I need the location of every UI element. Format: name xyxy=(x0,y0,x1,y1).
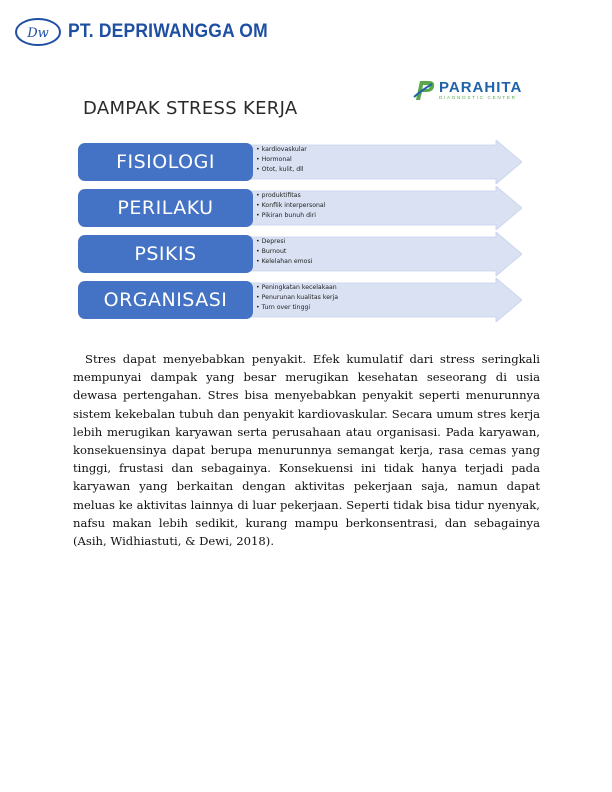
effect-item: • Turn over tinggi xyxy=(256,303,486,313)
effect-item: • Burnout xyxy=(256,247,486,257)
effect-item: • Penurunan kualitas kerja xyxy=(256,293,486,303)
body-paragraph xyxy=(73,350,540,550)
effect-item: • Hormonal xyxy=(256,155,486,165)
effect-item: • Otot, kulit, dll xyxy=(256,165,486,175)
company-name: PT. DEPRIWANGGA OM xyxy=(68,21,268,42)
effect-item: • Peningkatan kecelakaan xyxy=(256,283,486,293)
effect-item: • kardiovaskular xyxy=(256,145,486,155)
effect-item: • Konflik interpersonal xyxy=(256,201,486,211)
impact-row-fisiologi xyxy=(78,140,523,184)
category-label: FISIOLOGI xyxy=(78,143,253,181)
effect-list xyxy=(256,237,486,267)
category-label: PERILAKU xyxy=(78,189,253,227)
effect-list xyxy=(256,191,486,221)
effect-item: • produktifitas xyxy=(256,191,486,201)
effect-item: • Depresi xyxy=(256,237,486,247)
company-logo-text: Dw xyxy=(27,26,49,41)
category-label: ORGANISASI xyxy=(78,281,253,319)
impact-row-perilaku xyxy=(78,186,523,230)
company-logo-icon xyxy=(14,17,62,47)
parahita-name: PARAHITA xyxy=(439,78,523,96)
parahita-mark-icon xyxy=(412,78,436,102)
effect-item: • Pikiran bunuh diri xyxy=(256,211,486,221)
effect-list xyxy=(256,145,486,175)
effect-item: • Kelelahan emosi xyxy=(256,257,486,267)
category-label: PSIKIS xyxy=(78,235,253,273)
parahita-tagline: DIAGNOSTIC CENTER xyxy=(439,94,517,100)
slide-title: DAMPAK STRESS KERJA xyxy=(83,98,298,119)
impact-row-psikis xyxy=(78,232,523,276)
body-text: Stres dapat menyebabkan penyakit. Efek kumulatif dari stress seringkali mempunyai dampak yang besar merugikan kesehatan seseorang di usia dewasa pertengahan. Stres bisa menyebabkan penyakit seperti menurunnya sistem kekebalan tubuh dan penyakit kardiovaskular. Secara umum stres kerja lebih merugikan karyawan serta perusahaan atau organisasi. Pada karyawan, konsekuensinya dapat berupa menurunnya semangat kerja, rasa cemas yang tinggi, frustasi dan sebagainya. Konsekuensi ini tidak hanya terjadi pada karyawan yang berkaitan dengan aktivitas pekerjaan saja, namun dapat meluas ke aktivitas lainnya di luar pekerjaan. Seperti tidak bisa tidur nyenyak, nafsu makan lebih sedikit, kurang mampu berkonsentrasi, dan sebagainya (Asih, Widhiastuti, & Dewi, 2018). xyxy=(73,352,540,549)
impact-row-organisasi xyxy=(78,278,523,322)
effect-list xyxy=(256,283,486,313)
parahita-logo xyxy=(412,78,522,102)
letterhead xyxy=(14,14,285,50)
